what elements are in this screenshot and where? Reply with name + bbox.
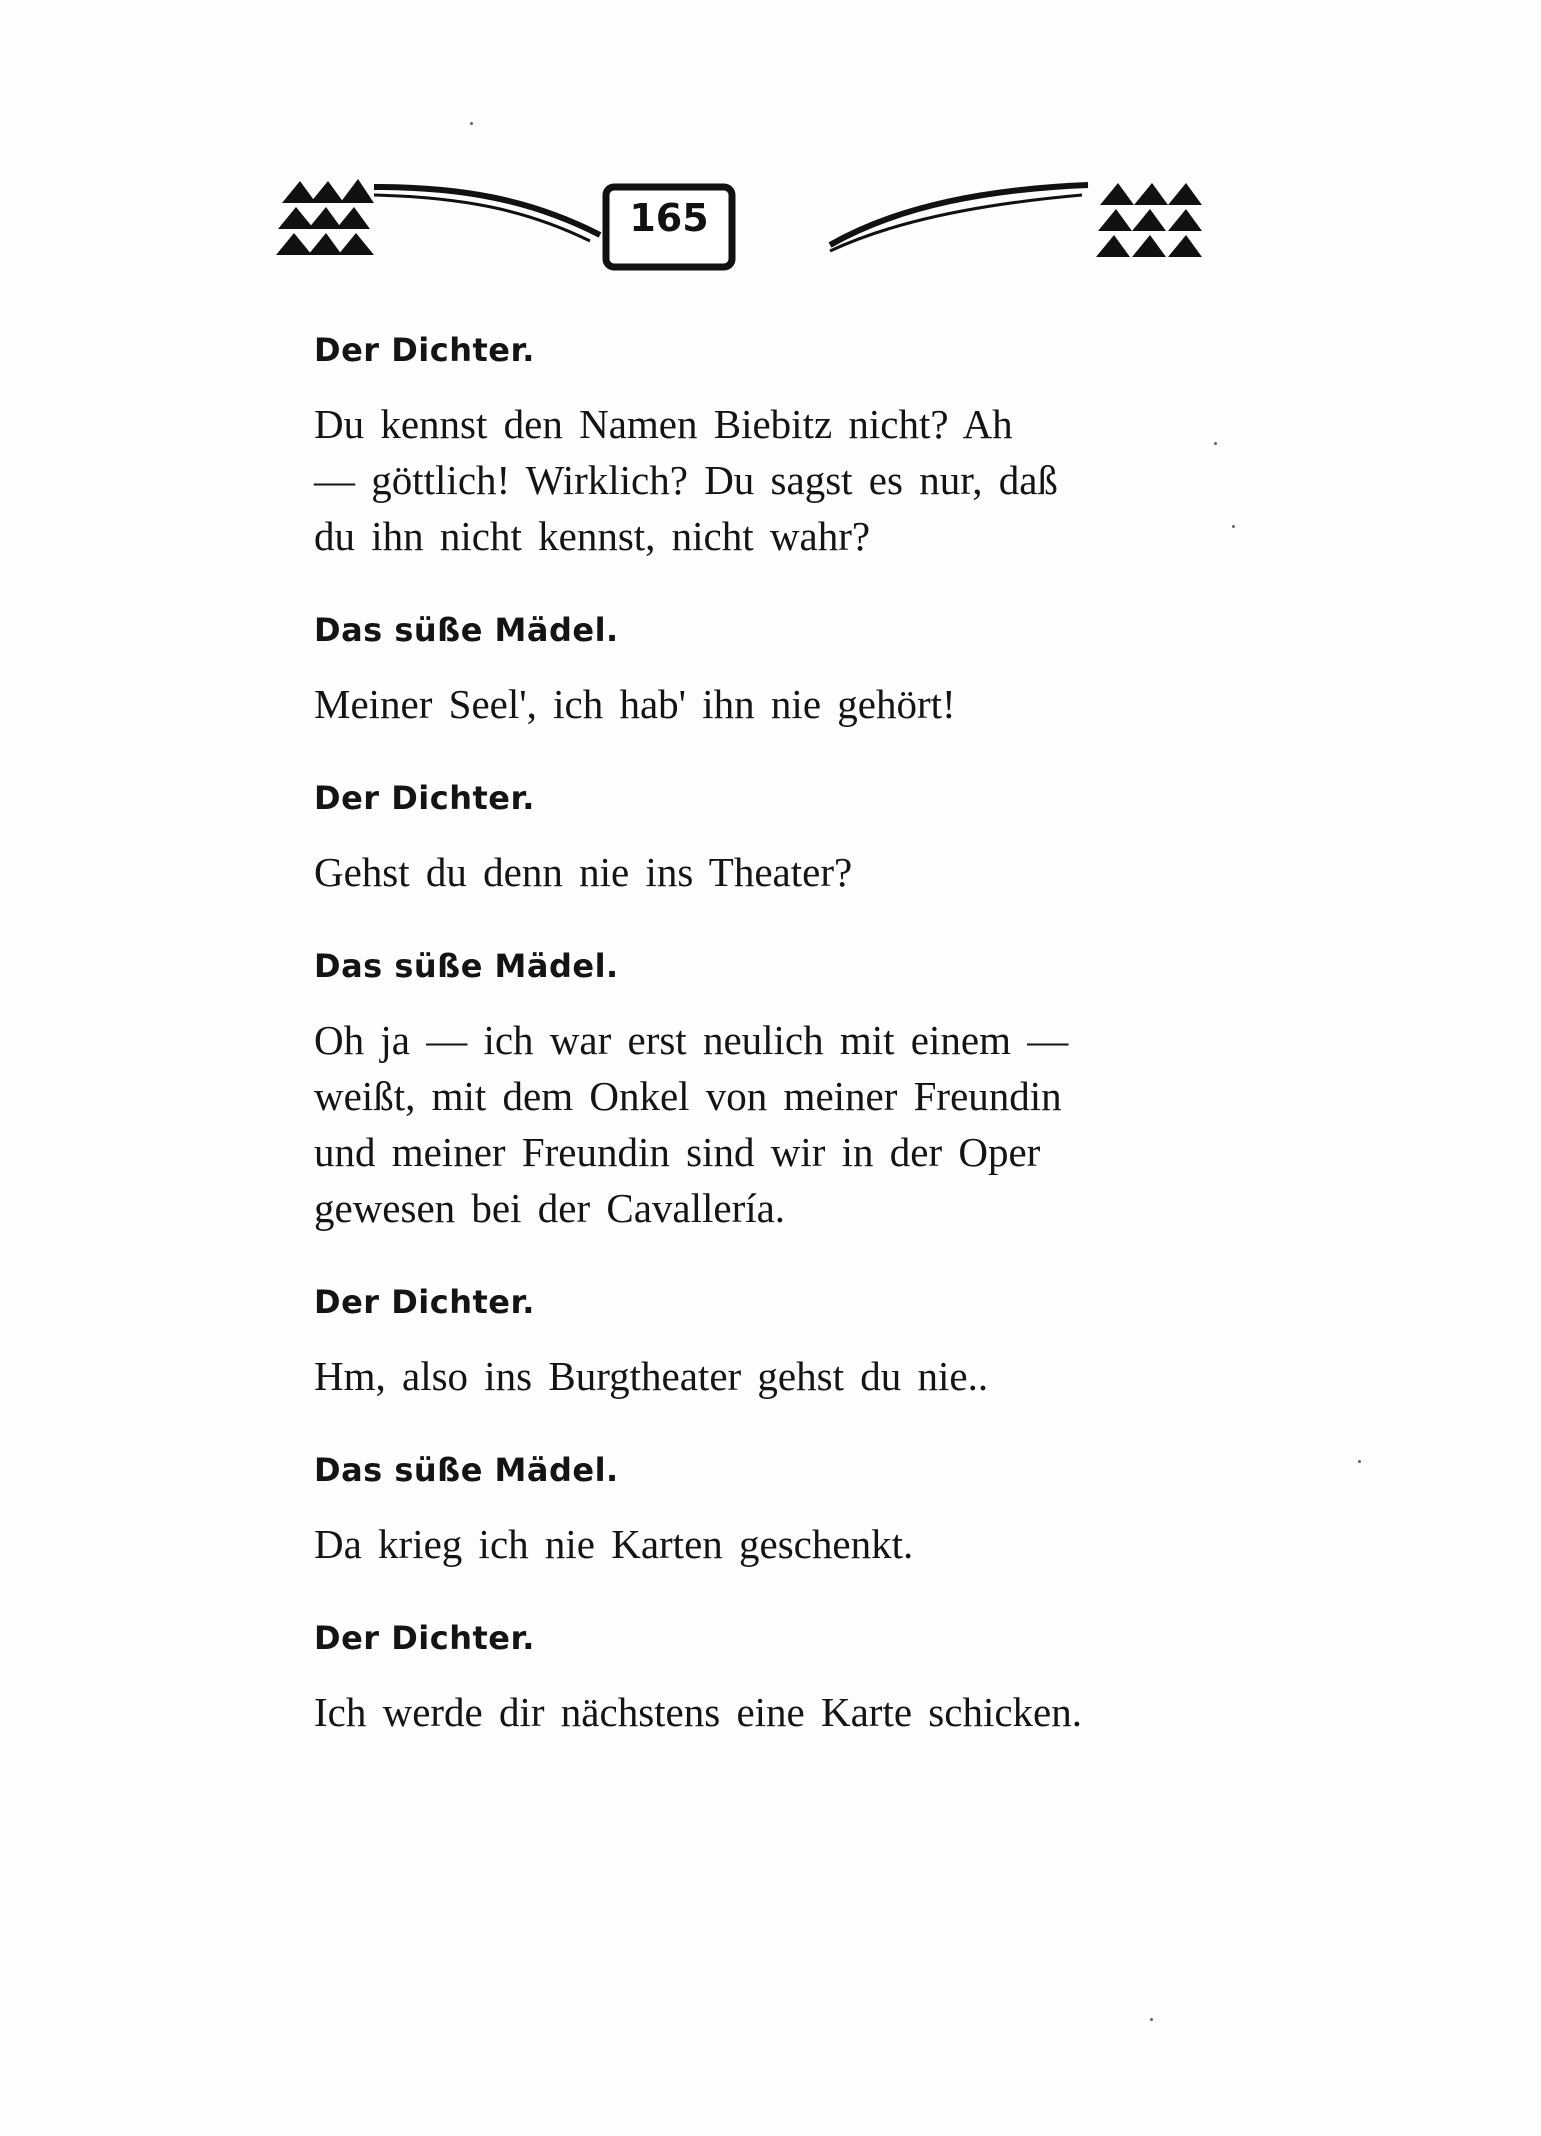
page-number: 165	[629, 196, 709, 240]
speech-line: du ihn nicht kennst, nicht wahr?	[314, 513, 871, 559]
paper-speck	[1214, 442, 1217, 445]
dialogue-block	[314, 610, 1194, 732]
speech-line: Hm, also ins Burgtheater gehst du nie..	[314, 1353, 989, 1399]
dialogue-block	[314, 330, 1194, 564]
speech-line: Ich werde dir nächstens eine Karte schicken.	[314, 1689, 1082, 1735]
dialogue-block	[314, 1282, 1194, 1404]
speech-line: Gehst du denn nie ins Theater?	[314, 849, 853, 895]
speaker-name: Der Dichter.	[314, 1283, 535, 1321]
dialogue-block	[314, 946, 1194, 1236]
left-triangle-cluster	[276, 179, 374, 255]
speech-line: und meiner Freundin sind wir in der Oper	[314, 1129, 1041, 1175]
dialogue-block	[314, 1450, 1194, 1572]
dialogue-block	[314, 1618, 1194, 1740]
page-header-ornament	[270, 165, 1230, 275]
speech-line: gewesen bei der Cavallería.	[314, 1185, 786, 1231]
paper-speck	[1150, 2018, 1153, 2021]
speech-line: Meiner Seel', ich hab' ihn nie gehört!	[314, 681, 956, 727]
speaker-name: Das süße Mädel.	[314, 1451, 619, 1489]
dialogue-text	[314, 330, 1194, 1786]
speech-line: Da krieg ich nie Karten geschenkt.	[314, 1521, 914, 1567]
speech-line: weißt, mit dem Onkel von meiner Freundin	[314, 1073, 1062, 1119]
speaker-name: Das süße Mädel.	[314, 611, 619, 649]
dialogue-block	[314, 778, 1194, 900]
paper-speck	[1232, 525, 1235, 528]
speaker-name: Der Dichter.	[314, 779, 535, 817]
paper-speck	[470, 122, 473, 125]
speech-line: Oh ja — ich war erst neulich mit einem —	[314, 1017, 1069, 1063]
speech-line: Du kennst den Namen Biebitz nicht? Ah	[314, 401, 1013, 447]
right-triangle-cluster	[1096, 183, 1202, 257]
speaker-name: Der Dichter.	[314, 1619, 535, 1657]
paper-speck	[1358, 1460, 1361, 1463]
speaker-name: Das süße Mädel.	[314, 947, 619, 985]
speech-line: — göttlich! Wirklich? Du sagst es nur, daß	[314, 457, 1058, 503]
speaker-name: Der Dichter.	[314, 331, 535, 369]
